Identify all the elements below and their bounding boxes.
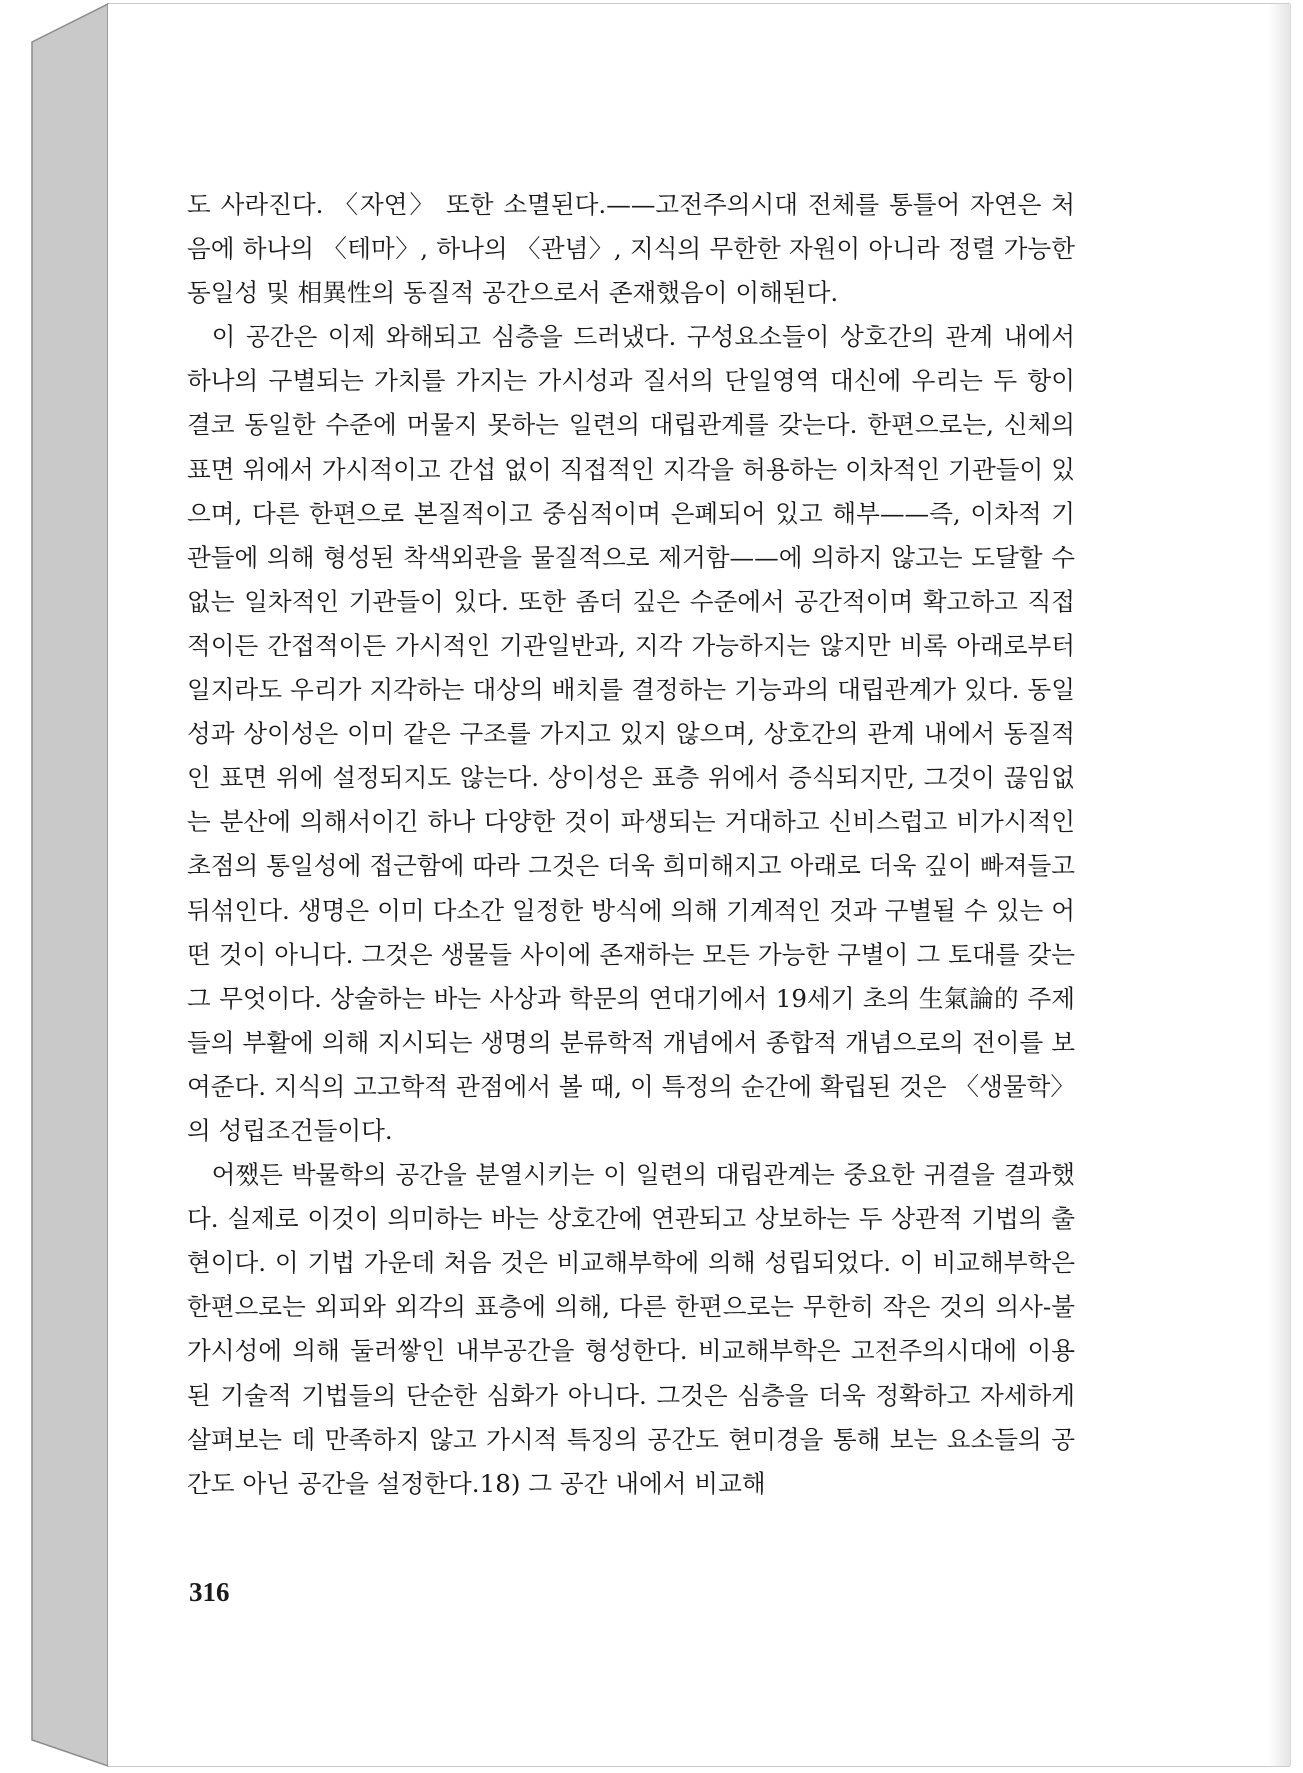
body-text <box>187 183 1075 1506</box>
page-number: 316 <box>189 1577 230 1607</box>
paragraph: 어쨌든 박물학의 공간을 분열시키는 이 일련의 대립관계는 중요한 귀결을 결과했다. 실제로 이것이 의미하는 바는 상호간에 연관되고 상보하는 두 상관적 기법의 출현이다. 이 기법 가운데 처음 것은 비교해부학에 의해 성립되었다. 이 비교해부학은 한편으로는 외피와 외각의 표층에 의해, 다른 한편으로는 무한히 작은 것의 의사-불가시성에 의해 둘러쌓인 내부공간을 형성한다. 비교해부학은 고전주의시대에 이용된 기술적 기법들의 단순한 심화가 아니다. 그것은 심층을 더욱 정확하고 자세하게 살펴보는 데 만족하지 않고 가시적 특징의 공간도 현미경을 통해 보는 요소들의 공간도 아닌 공간을 설정한다.18) 그 공간 내에서 비교해 <box>187 1160 1075 1498</box>
paragraph: 이 공간은 이제 와해되고 심층을 드러냈다. 구성요소들이 상호간의 관계 내에서 하나의 구별되는 가치를 가지는 가시성과 질서의 단일영역 대신에 우리는 두 항이 결코 동일한 수준에 머물지 못하는 일련의 대립관계를 갖는다. 한편으로는, 신체의 표면 위에서 가시적이고 간섭 없이 직접적인 지각을 허용하는 이차적인 기관들이 있으며, 다른 한편으로 본질적이고 중심적이며 은폐되어 있고 해부——즉, 이차적 기관들에 의해 형성된 착색외관을 물질적으로 제거함——에 의하지 않고는 도달할 수 없는 일차적인 기관들이 있다. 또한 좀더 깊은 수준에서 공간적이며 확고하고 직접적이든 간접적이든 가시적인 기관일반과, 지각 가능하지는 않지만 비록 아래로부터일지라도 우리가 지각하는 대상의 배치를 결정하는 기능과의 대립관계가 있다. 동일성과 상이성은 이미 같은 구조를 가지고 있지 않으며, 상호간의 관계 내에서 동질적인 표면 위에 설정되지도 않는다. 상이성은 표층 위에서 증식되지만, 그것이 끊임없는 분산에 의해서이긴 하나 다양한 것이 파생되는 거대하고 신비스럽고 비가시적인 초점의 통일성에 접근함에 따라 그것은 더욱 희미해지고 아래로 더욱 깊이 빠져들고 뒤섞인다. 생명은 이미 다소간 일정한 방식에 의해 기계적인 것과 구별될 수 있는 어떤 것이 아니다. 그것은 생물들 사이에 존재하는 모든 가능한 구별이 그 토대를 갖는 그 무엇이다. 상술하는 바는 사상과 학문의 연대기에서 19세기 초의 生氣論的 주제들의 부활에 의해 지시되는 생명의 분류학적 개념에서 종합적 개념으로의 전이를 보여준다. 지식의 고고학적 관점에서 볼 때, 이 특정의 순간에 확립된 것은 〈생물학〉의 성립조건들이다. <box>187 322 1075 1145</box>
paragraph: 도 사라진다. 〈자연〉 또한 소멸된다.——고전주의시대 전체를 통틀어 자연은 처음에 하나의 〈테마〉, 하나의 〈관념〉, 지식의 무한한 자원이 아니라 정렬 가능한 동일성 및 相異性의 동질적 공간으로서 존재했음이 이해된다. <box>187 190 1075 308</box>
page-edge-shadow <box>1268 4 1290 1766</box>
